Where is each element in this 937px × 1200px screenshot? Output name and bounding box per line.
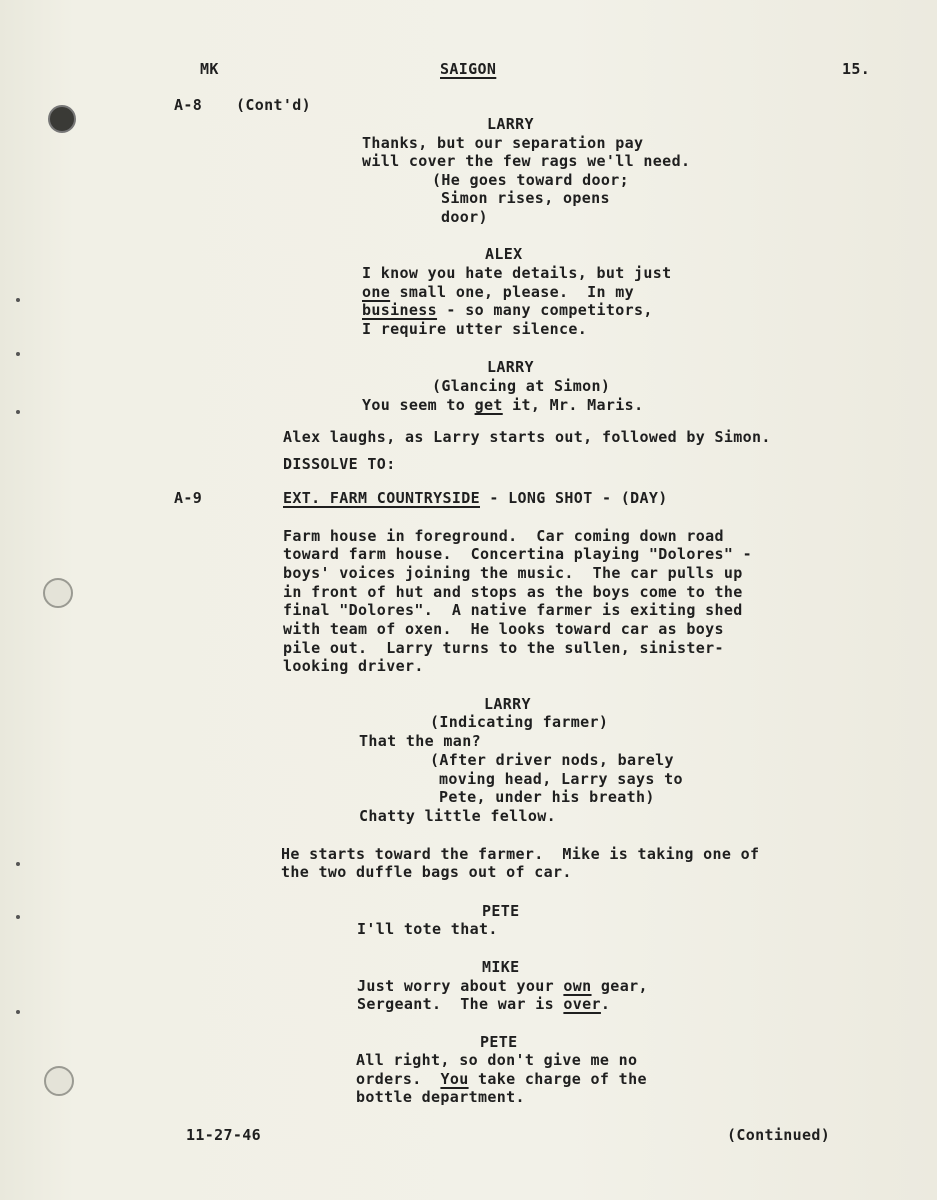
stage-direction: Pete, under his breath) [439, 788, 655, 806]
stage-direction: moving head, Larry says to [439, 770, 683, 788]
margin-speck [16, 915, 20, 919]
underlined-word: one [362, 283, 391, 301]
header-initials: MK [200, 60, 219, 78]
action-line: final "Dolores". A native farmer is exiting shed [283, 601, 743, 619]
scene-number: A-8 [174, 96, 203, 114]
dialogue-line: Thanks, but our separation pay [362, 134, 644, 152]
dialogue-line [357, 977, 648, 996]
transition: DISSOLVE TO: [283, 455, 396, 473]
dialogue-text: orders. [356, 1070, 441, 1088]
dialogue-text: Just worry about your [357, 977, 564, 995]
underlined-word: own [563, 977, 592, 995]
action-line: pile out. Larry turns to the sullen, sinister- [283, 639, 724, 657]
margin-speck [16, 862, 20, 866]
character-name: PETE [482, 902, 520, 920]
dialogue-line: All right, so don't give me no [356, 1051, 638, 1069]
binder-hole-bottom [44, 1066, 74, 1096]
dialogue-line [362, 396, 643, 415]
margin-speck [16, 1010, 20, 1014]
underlined-word: You [440, 1070, 469, 1088]
dialogue-line: will cover the few rags we'll need. [362, 152, 691, 170]
stage-direction: Simon rises, opens [441, 189, 610, 207]
scene-heading-rest: - LONG SHOT - (DAY) [480, 489, 668, 507]
parenthetical: (Glancing at Simon) [432, 377, 611, 395]
parenthetical: (Indicating farmer) [430, 713, 609, 731]
action-line: Alex laughs, as Larry starts out, followed by Simon. [283, 428, 771, 446]
dialogue-line [362, 283, 634, 302]
binder-hole-top [48, 105, 76, 133]
dialogue-line [356, 1070, 647, 1089]
binder-hole-middle [43, 578, 73, 608]
footer-continued: (Continued) [727, 1126, 831, 1144]
dialogue-text: . [600, 995, 611, 1013]
dialogue-text: small one, please. In my [390, 283, 635, 301]
action-line: with team of oxen. He looks toward car as boys [283, 620, 724, 638]
action-line: toward farm house. Concertina playing "Dolores" - [283, 545, 753, 563]
dialogue-line [357, 995, 610, 1014]
dialogue-line: I require utter silence. [362, 320, 588, 338]
stage-direction: (After driver nods, barely [430, 751, 674, 769]
dialogue-line: I'll tote that. [357, 920, 498, 938]
scene-location: EXT. FARM COUNTRYSIDE [283, 489, 480, 507]
character-name: PETE [480, 1033, 518, 1051]
action-line: Farm house in foreground. Car coming down road [283, 527, 724, 545]
margin-speck [16, 298, 20, 302]
margin-speck [16, 410, 20, 414]
dialogue-line: Chatty little fellow. [359, 807, 556, 825]
margin-speck [16, 352, 20, 356]
scene-number: A-9 [174, 489, 203, 507]
character-name: MIKE [482, 958, 520, 976]
dialogue-text: take charge of the [468, 1070, 647, 1088]
dialogue-line: bottle department. [356, 1088, 525, 1106]
action-line: in front of hut and stops as the boys come to the [283, 583, 743, 601]
dialogue-text: Sergeant. The war is [357, 995, 564, 1013]
footer-date: 11-27-46 [186, 1126, 262, 1144]
scene-heading [283, 489, 668, 508]
page-number: 15. [842, 60, 871, 78]
continued-marker: (Cont'd) [236, 96, 312, 114]
dialogue-line [362, 301, 653, 320]
action-line: He starts toward the farmer. Mike is taking one of [281, 845, 760, 863]
character-name: LARRY [487, 115, 534, 133]
stage-direction: (He goes toward door; [432, 171, 629, 189]
underlined-word: get [474, 396, 503, 414]
action-line: looking driver. [283, 657, 424, 675]
character-name: LARRY [487, 358, 534, 376]
dialogue-text: gear, [591, 977, 648, 995]
character-name: LARRY [484, 695, 531, 713]
action-line: boys' voices joining the music. The car pulls up [283, 564, 743, 582]
underlined-word: over [563, 995, 601, 1013]
action-line: the two duffle bags out of car. [281, 863, 572, 881]
dialogue-text: You seem to [362, 396, 475, 414]
dialogue-text: it, Mr. Maris. [502, 396, 644, 414]
underlined-word: business [362, 301, 438, 319]
dialogue-text: - so many competitors, [437, 301, 653, 319]
dialogue-line: That the man? [359, 732, 481, 750]
script-title: SAIGON [440, 60, 497, 78]
stage-direction: door) [441, 208, 488, 226]
dialogue-line: I know you hate details, but just [362, 264, 672, 282]
character-name: ALEX [485, 245, 523, 263]
